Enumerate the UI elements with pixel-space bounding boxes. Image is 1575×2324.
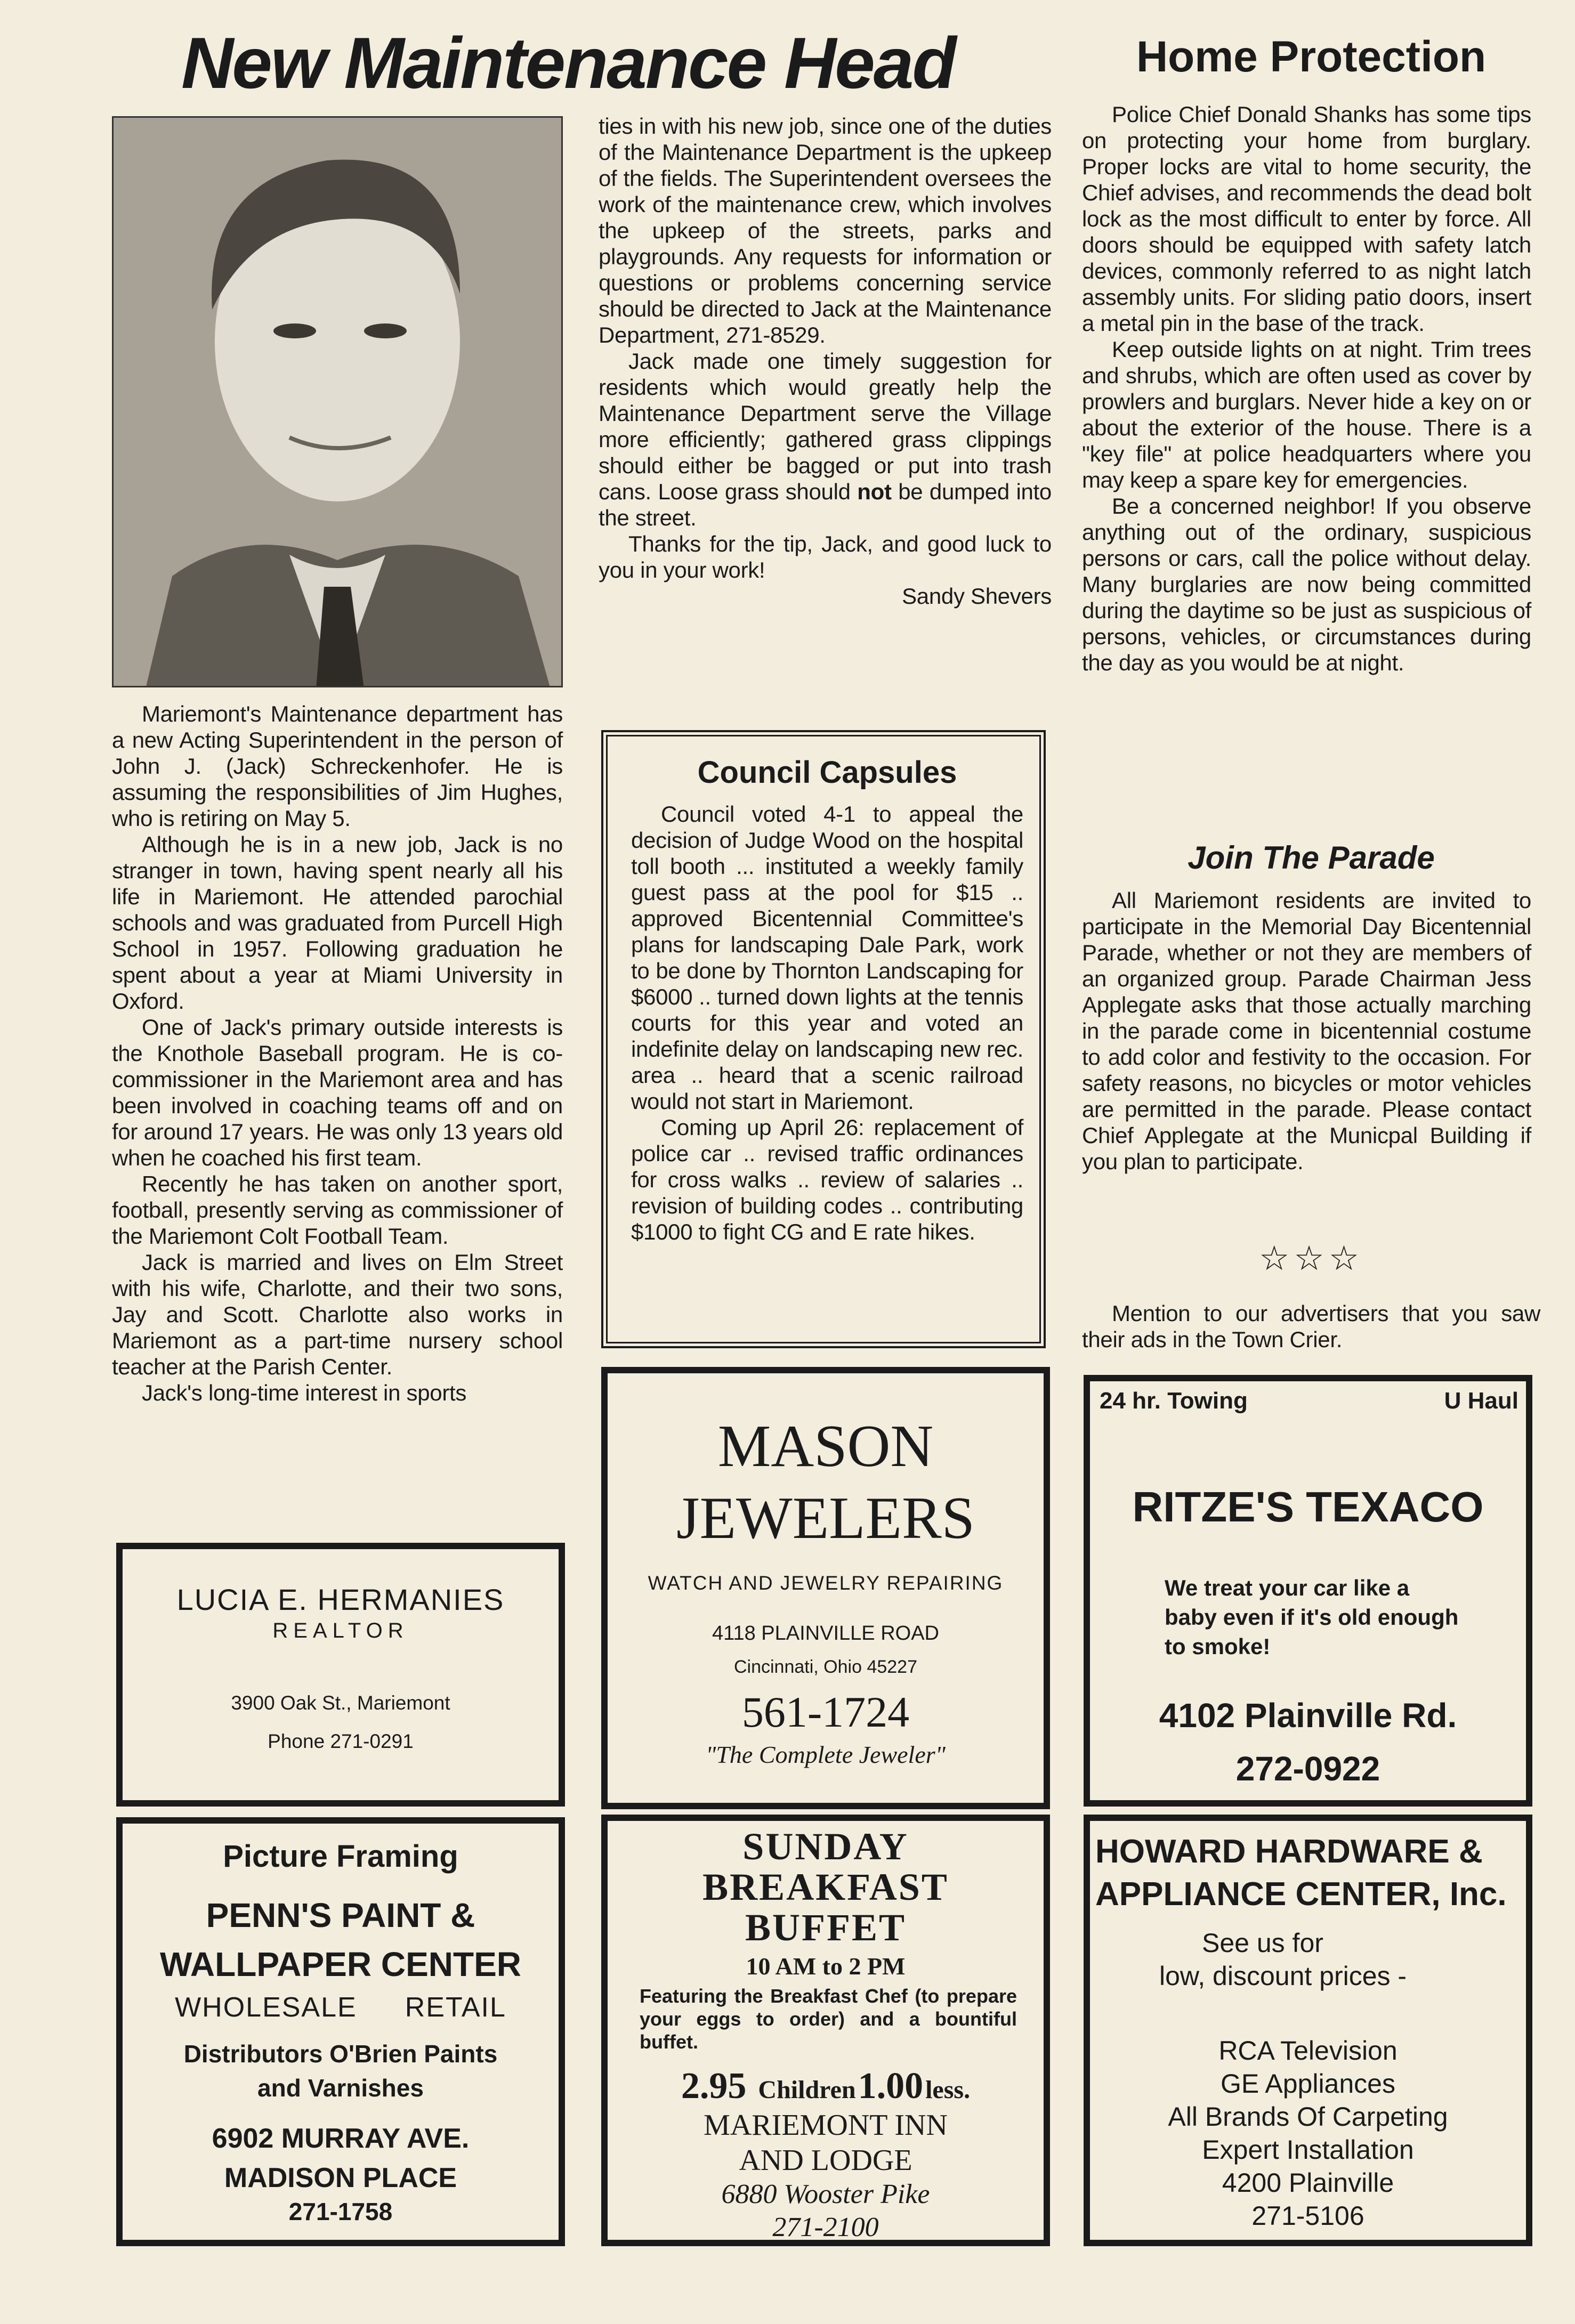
ritze-uhaul: U Haul (1444, 1388, 1519, 1414)
advertiser-mention-text: Mention to our advertisers that you saw their ads in the Town Crier. (1082, 1301, 1540, 1352)
parade-body (1082, 887, 1531, 1175)
mason-line2: JEWELERS (676, 1485, 975, 1551)
ritze-phone: 272-0922 (1235, 1750, 1380, 1788)
ritze-towing: 24 hr. Towing (1100, 1388, 1248, 1414)
penn-distributors: Distributors O'Brien Paints (183, 2040, 498, 2068)
buffet-line1: SUNDAY (742, 1825, 909, 1868)
buffet-children-label: Children (758, 2076, 856, 2104)
mason-line1: MASON (717, 1413, 934, 1479)
article-closing: Thanks for the tip, Jack, and good luck to you in your work! (599, 531, 1052, 582)
home-protection-paragraph: Keep outside lights on at night. Trim trees and shrubs, which are often used as cover by prowlers and burglars. Never hide a key on or about the exterior of the house. There is a "key file" at police headquarters where you may keep a spare key for emergencies. (1082, 337, 1531, 492)
howard-name1: HOWARD HARDWARE & (1095, 1833, 1483, 1870)
article-paragraph: Although he is in a new job, Jack is no stranger in town, having spent nearly all his life in Mariemont. He attended parochial schools and was graduated from Purcell High School in 1957. Following graduation he spent about a year at Miami University in Oxford. (112, 832, 563, 1014)
ritze-tagline: We treat your car like a baby even if it's old enough to smoke! (1165, 1575, 1459, 1659)
buffet-line3: BUFFET (745, 1906, 907, 1949)
article-paragraph: Jack's long-time interest in sports (142, 1380, 467, 1405)
buffet-line2: BREAKFAST (702, 1866, 949, 1908)
ad-penns-paint (116, 1817, 565, 2246)
article-col1 (112, 701, 563, 1406)
mason-service: WATCH AND JEWELRY REPAIRING (648, 1572, 1004, 1594)
buffet-venue1: MARIEMONT INN (704, 2109, 948, 2142)
ad-breakfast-buffet (601, 1815, 1050, 2246)
article-continuation: ties in with his new job, since one of the duties of the Maintenance Department is the upkeep of the fields. The Superintendent oversees the work of the maintenance crew, which involves the upkeep of the streets, parks and playgrounds. Any requests for information or questions or problems concerning service should be directed to Jack at the Maintenance Department, 271-8529. (599, 114, 1052, 347)
howard-items (1090, 2034, 1526, 2232)
stars-divider: ☆☆☆ (1258, 1239, 1364, 1278)
home-protection-body (1082, 101, 1531, 676)
howard-phone: 271-5106 (1251, 2201, 1364, 2231)
lucia-title: REALTOR (272, 1619, 409, 1642)
penn-phone: 271-1758 (288, 2198, 393, 2225)
howard-address: 4200 Plainville (1222, 2168, 1394, 2198)
council-paragraph: Coming up April 26: replacement of police car .. revised traffic ordinances for cross walks .. review of salaries .. revision of building codes .. contributing $1000 to fight CG and E rate hikes. (631, 1115, 1023, 1244)
mason-phone: 561-1724 (741, 1688, 910, 1736)
howard-item: All Brands Of Carpeting (1168, 2102, 1448, 2132)
penn-place: MADISON PLACE (224, 2163, 457, 2193)
home-protection-paragraph: Police Chief Donald Shanks has some tips on protecting your home from burglary. Proper locks are vital to home security, the Chief advises, and recommends the dead bolt lock as the most difficult to enter by force. All doors should be equipped with safety latch devices, commonly referred to as night latch assembly units. For sliding patio doors, insert a metal pin in the base of the track. (1082, 102, 1531, 336)
portrait-photo-image (114, 118, 563, 687)
portrait-photo (112, 116, 563, 687)
mason-city: Cincinnati, Ohio 45227 (733, 1657, 917, 1677)
article-headline: New Maintenance Head (181, 22, 955, 103)
howard-see2: low, discount prices - (1159, 1961, 1407, 1991)
home-protection-paragraph: Be a concerned neighbor! If you observe anything out of the ordinary, suspicious persons or cars, call the police without delay. Many burglaries are now being committed during the daytime so be just as suspicious of persons, vehicles, or circumstances during the day as you would be at night. (1082, 493, 1531, 675)
ad-howard-hardware (1084, 1815, 1532, 2246)
ad-ritzes-texaco (1084, 1375, 1532, 1807)
article-suggestion (599, 348, 1052, 531)
buffet-price: 2.95 (681, 2066, 747, 2107)
howard-item: Expert Installation (1202, 2135, 1414, 2165)
ritze-address: 4102 Plainville Rd. (1159, 1696, 1457, 1735)
lucia-phone: Phone 271-0291 (268, 1730, 414, 1752)
penn-varnishes: and Varnishes (257, 2074, 424, 2102)
parade-title: Join The Parade (1188, 840, 1435, 876)
council-paragraph: Council voted 4-1 to appeal the decision of Judge Wood on the hospital toll booth ... instituted a weekly family guest pass at the pool for $15 .. approved Bicentennial Committee's plans for landscaping Dale Park, work to be done by Thornton Landscaping for $6000 .. turned down lights at the tennis courts for this year and voted an indefinite delay on landscaping new rec. area .. heard that a scenic railroad would not start in Mariemont. (631, 801, 1023, 1114)
buffet-prices (608, 2065, 1044, 2108)
byline: Sandy Shevers (902, 584, 1052, 609)
penn-name2: WALLPAPER CENTER (160, 1945, 521, 1983)
parade-paragraph: All Mariemont residents are invited to participate in the Memorial Day Bicentennial Parade, whether or not they are members of an organized group. Parade Chairman Jess Applegate asks that those actually marching in the parade come in bicentennial costume to add color and festivity to the occasion. For safety reasons, no bicycles or motor vehicles are permitted in the parade. Please contact Chief Applegate at the Municpal Building if you plan to participate. (1082, 888, 1531, 1174)
ad-mason-jewelers (601, 1367, 1050, 1809)
penn-name1: PENN'S PAINT & (206, 1896, 475, 1934)
buffet-description: Featuring the Breakfast Chef (to prepare your eggs to order) and a bountiful buffet. (640, 1985, 1017, 2053)
suggestion-text-2: be dumped into the street. (599, 479, 1052, 530)
home-protection-title: Home Protection (1136, 33, 1487, 81)
council-capsules-box (601, 730, 1046, 1348)
penn-retail: RETAIL (405, 1992, 506, 2023)
buffet-hours: 10 AM to 2 PM (746, 1953, 906, 1980)
buffet-venue2: AND LODGE (739, 2144, 912, 2177)
buffet-children-price: 1.00 (858, 2066, 924, 2107)
suggestion-text-1: Jack made one timely suggestion for residents which would greatly help the Maintenance Department serve the Village more efficiently; gathered grass clippings should either be bagged or put into trash cans. Loose grass should (599, 349, 1052, 504)
article-col2 (599, 113, 1052, 609)
mason-slogan: "The Complete Jeweler" (706, 1741, 946, 1768)
howard-item: GE Appliances (1221, 2069, 1395, 2099)
howard-see1: See us for (1202, 1928, 1323, 1958)
ritze-name: RITZE'S TEXACO (1132, 1483, 1484, 1531)
penn-address: 6902 MURRAY AVE. (212, 2123, 470, 2154)
buffet-less: less. (925, 2076, 971, 2104)
penn-picture-framing: Picture Framing (223, 1839, 458, 1874)
advertiser-mention (1082, 1300, 1540, 1353)
article-paragraph: Recently he has taken on another sport, football, presently serving as commissioner of the Mariemont Colt Football Team. (112, 1171, 563, 1249)
suggestion-bold: not (857, 479, 892, 504)
mason-address: 4118 PLAINVILLE ROAD (712, 1622, 939, 1645)
penn-wholesale: WHOLESALE (175, 1992, 357, 2023)
buffet-phone: 271-2100 (772, 2212, 879, 2242)
article-paragraph: Mariemont's Maintenance department has a new Acting Superintendent in the person of John J. (Jack) Schreckenhofer. He is assuming the responsibilities of Jim Hughes, who is retiring on May 5. (112, 701, 563, 831)
ad-lucia-hermanies (116, 1543, 565, 1807)
howard-item: RCA Television (1218, 2036, 1398, 2066)
article-paragraph: One of Jack's primary outside interests is the Knothole Baseball program. He is co-commissioner in the Mariemont area and has been involved in coaching teams off and on for around 17 years. He was only 13 years old when he coached his first team. (112, 1015, 563, 1170)
article-paragraph: Jack is married and lives on Elm Street with his wife, Charlotte, and their two sons, Jay and Scott. Charlotte also works in Mariemont as a part-time nursery school teacher at the Parish Center. (112, 1250, 563, 1379)
howard-name2: APPLIANCE CENTER, Inc. (1095, 1876, 1507, 1913)
council-title: Council Capsules (697, 755, 957, 790)
lucia-name: LUCIA E. HERMANIES (176, 1583, 505, 1616)
penn-wholesale-retail (123, 1991, 559, 2023)
buffet-address: 6880 Wooster Pike (721, 2179, 930, 2209)
lucia-address: 3900 Oak St., Mariemont (231, 1692, 450, 1714)
